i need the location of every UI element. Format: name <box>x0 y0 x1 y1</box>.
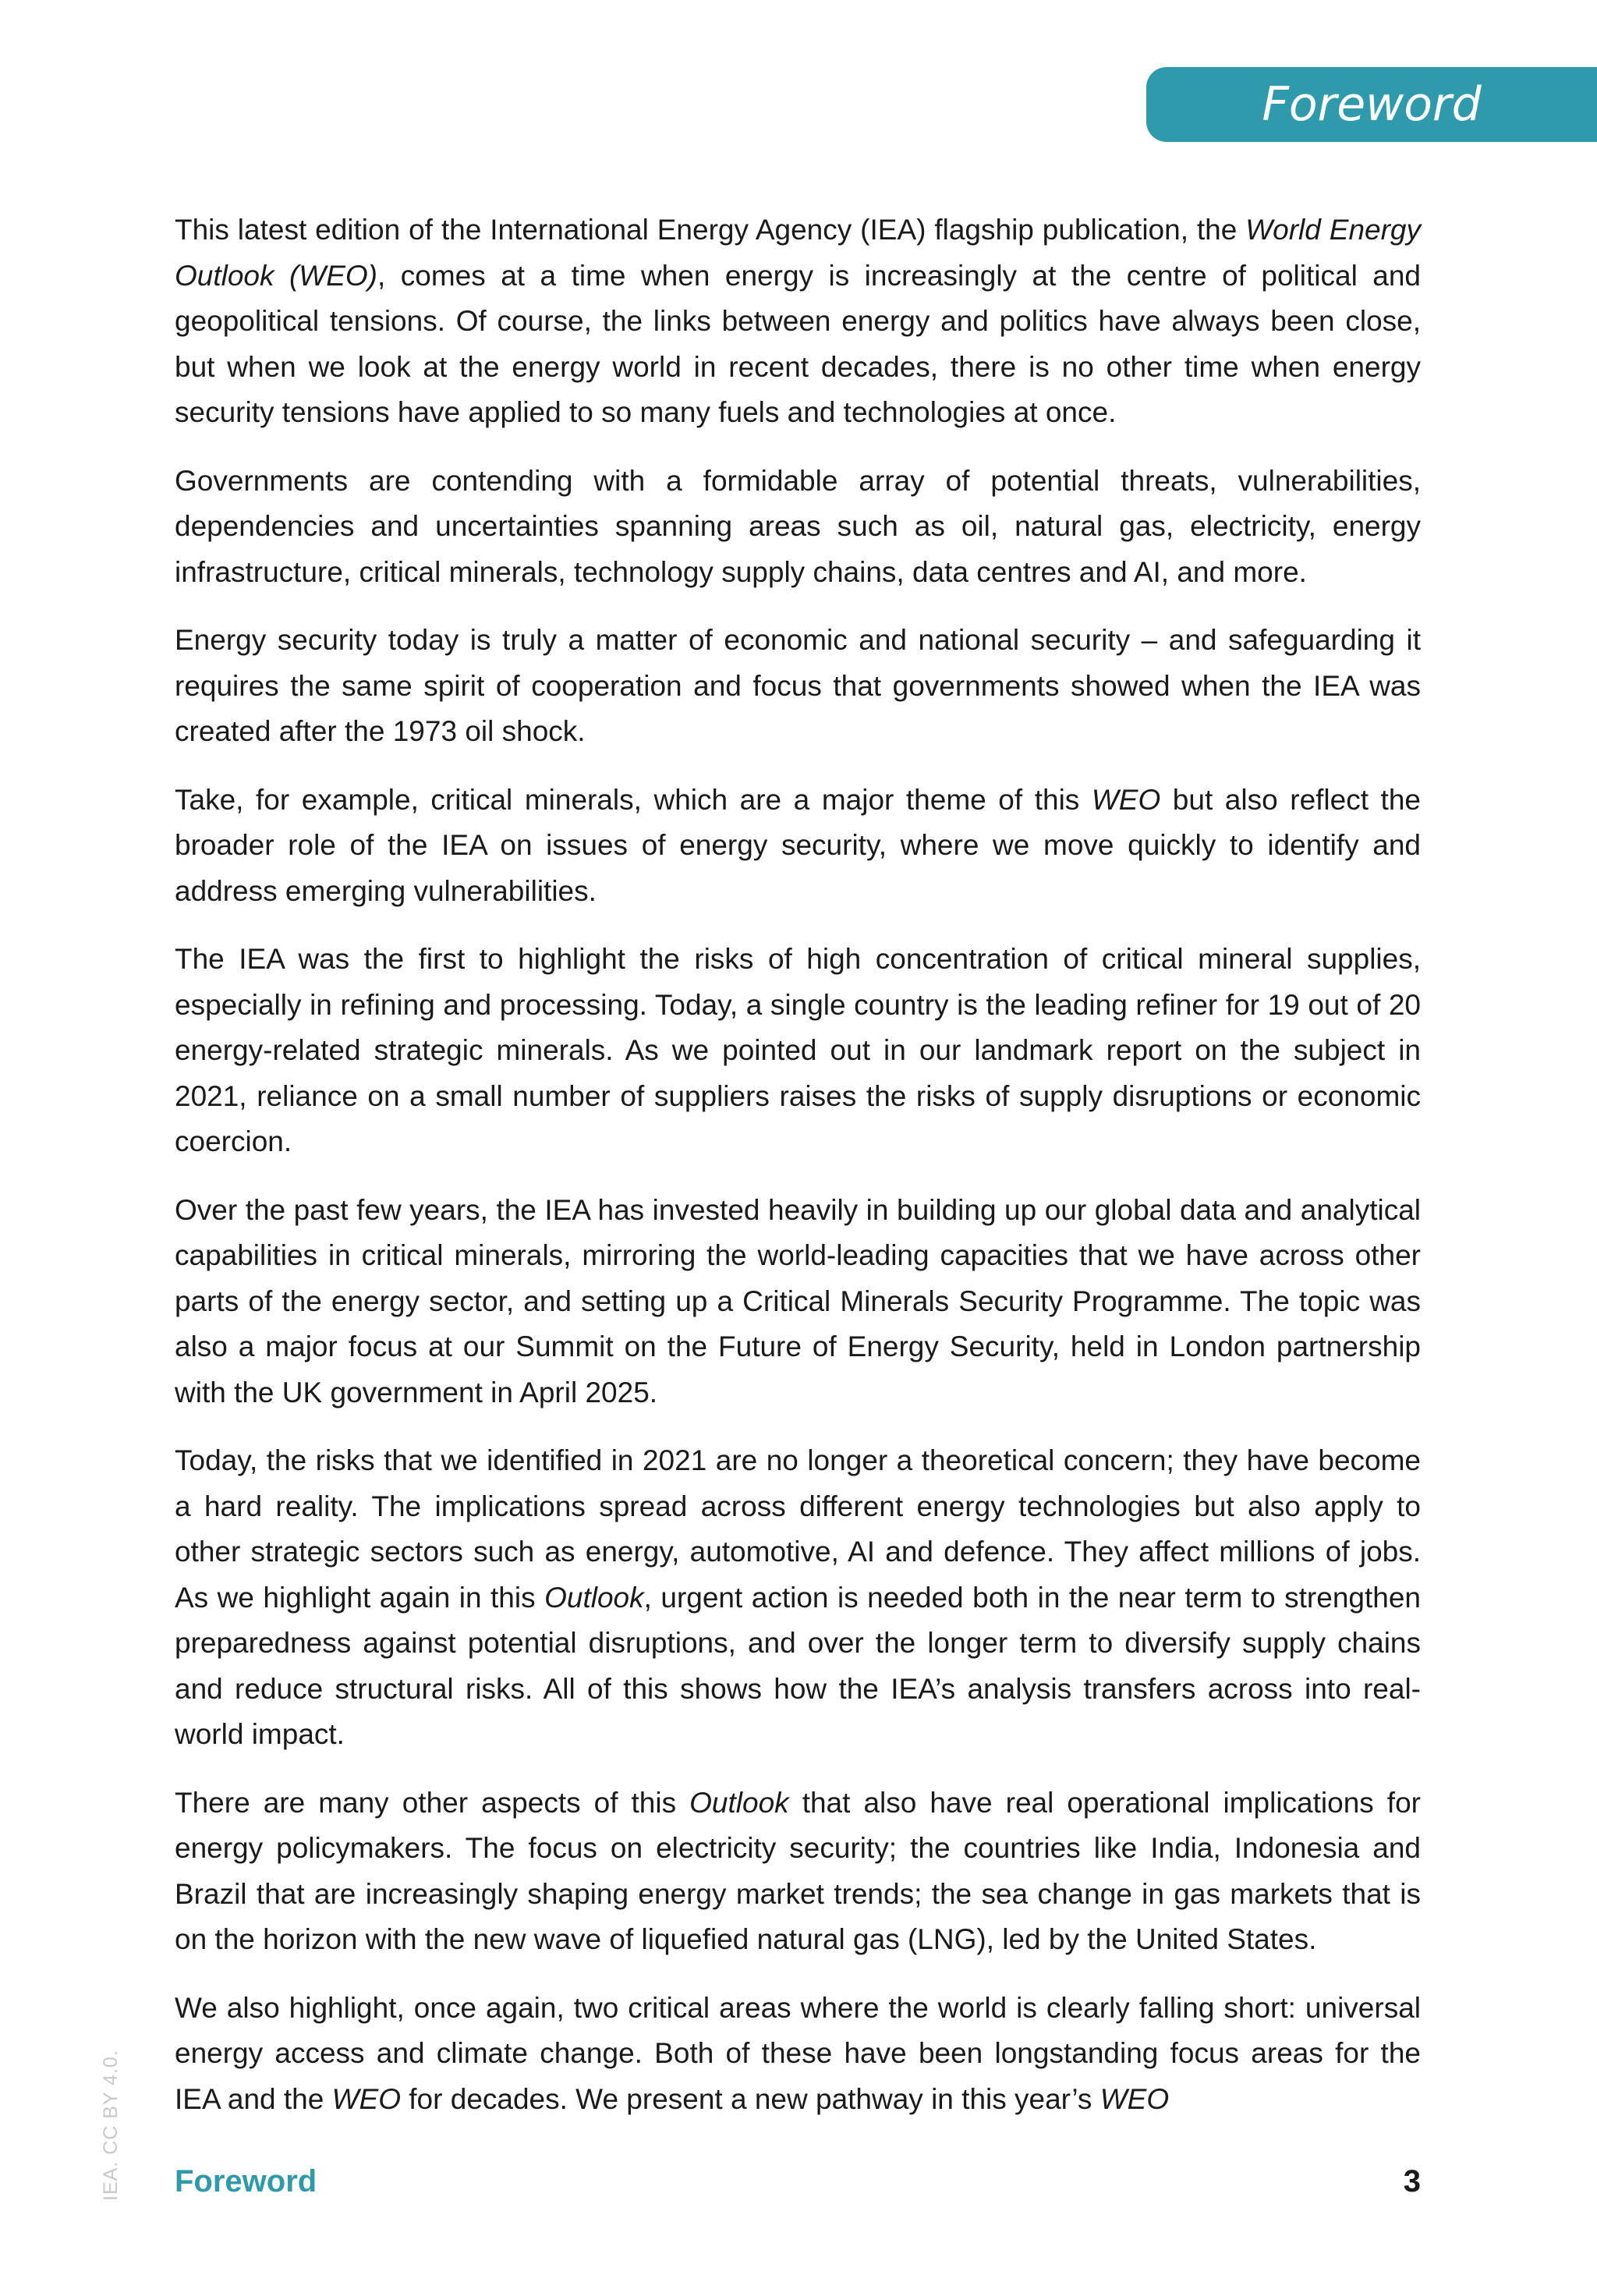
footer-section-label: Foreword <box>175 2164 317 2199</box>
italic-run: WEO <box>331 2082 401 2115</box>
paragraph <box>175 937 1421 1165</box>
text-run: This latest edition of the International Energy Agency (IEA) flagship publication, the <box>175 214 1246 246</box>
text-run: Energy security today is truly a matter of economic and national security – and safeguarding it requires the same spirit of cooperation and focus that governments showed when the IEA was created after the 1973 oil shock. <box>175 624 1421 747</box>
chapter-title: Foreword <box>1262 77 1482 132</box>
page-number: 3 <box>1403 2164 1421 2199</box>
italic-run: World Energy Outlook (WEO) <box>175 214 1421 292</box>
italic-run: Outlook <box>544 1581 644 1614</box>
italic-run: WEO <box>1099 2082 1170 2115</box>
text-run: Governments are contending with a formidable array of potential threats, vulnerabilities, dependencies and uncertainties spanning areas such as oil, natural gas, electricity, energy infrastructure, critical minerals, technology supply chains, data centres and AI, and more. <box>175 464 1421 588</box>
text-run: Take, for example, critical minerals, which are a major theme of this <box>175 783 1092 816</box>
text-run: that also have real operational implications for energy policymakers. The focus on electricity security; the countries like India, Indonesia and Brazil that are increasingly shaping energy market trends; the sea change in gas markets that is on the horizon with the new wave of liquefied natural gas (LNG), led by the United States. <box>175 1786 1421 1955</box>
text-run: There are many other aspects of this <box>175 1786 690 1819</box>
paragraph <box>175 1780 1421 1963</box>
body-text <box>175 207 1421 2122</box>
paragraph <box>175 778 1421 915</box>
text-run: , urgent action is needed both in the near term to strengthen preparedness against potential disruptions, and over the longer term to diversify supply chains and reduce structural risks. All of this shows how the IEA’s analysis transfers across into real-world impact. <box>175 1581 1421 1750</box>
paragraph <box>175 1438 1421 1758</box>
text-run: The IEA was the first to highlight the risks of high concentration of critical mineral supplies, especially in refining and processing. Today, a single country is the leading refiner for 19 out of 20 energy-related strategic minerals. As we pointed out in our landmark report on the subject in 2021, reliance on a small number of suppliers raises the risks of supply disruptions or economic coercion. <box>175 943 1421 1157</box>
paragraph <box>175 1986 1421 2123</box>
text-run: for decades. We present a new pathway in this year’s <box>401 2082 1100 2115</box>
paragraph <box>175 618 1421 755</box>
text-run: We also highlight, once again, two critical areas where the world is clearly falling short: universal energy access and climate change. Both of these have been longstanding focus areas for the IEA and the <box>175 1991 1421 2115</box>
text-run: , comes at a time when energy is increasingly at the centre of political and geopolitical tensions. Of course, the links between energy and politics have always been close, but when we look at the energy world in recent decades, there is no other time when energy security tensions have applied to so many fuels and technologies at once. <box>175 259 1421 428</box>
license-credit: IEA. CC BY 4.0. <box>100 2050 122 2201</box>
text-run: Over the past few years, the IEA has invested heavily in building up our global data and analytical capabilities in critical minerals, mirroring the world-leading capacities that we have across other parts of the energy sector, and setting up a Critical Minerals Security Programme. The topic was also a major focus at our Summit on the Future of Energy Security, held in London partnership with the UK government in April 2025. <box>175 1193 1421 1408</box>
italic-run: Outlook <box>689 1786 789 1819</box>
chapter-header-tab <box>1146 67 1597 142</box>
text-run: Today, the risks that we identified in 2021 are no longer a theoretical concern; they have become a hard reality. The implications spread across different energy technologies but also apply to other strategic sectors such as energy, automotive, AI and defence. They affect millions of jobs. As we highlight again in this <box>175 1444 1421 1614</box>
text-run: but also reflect the broader role of the IEA on issues of energy security, where we move quickly to identify and address emerging vulnerabilities. <box>175 783 1421 907</box>
paragraph <box>175 1188 1421 1416</box>
paragraph <box>175 459 1421 596</box>
paragraph <box>175 207 1421 436</box>
italic-run: WEO <box>1091 783 1161 816</box>
